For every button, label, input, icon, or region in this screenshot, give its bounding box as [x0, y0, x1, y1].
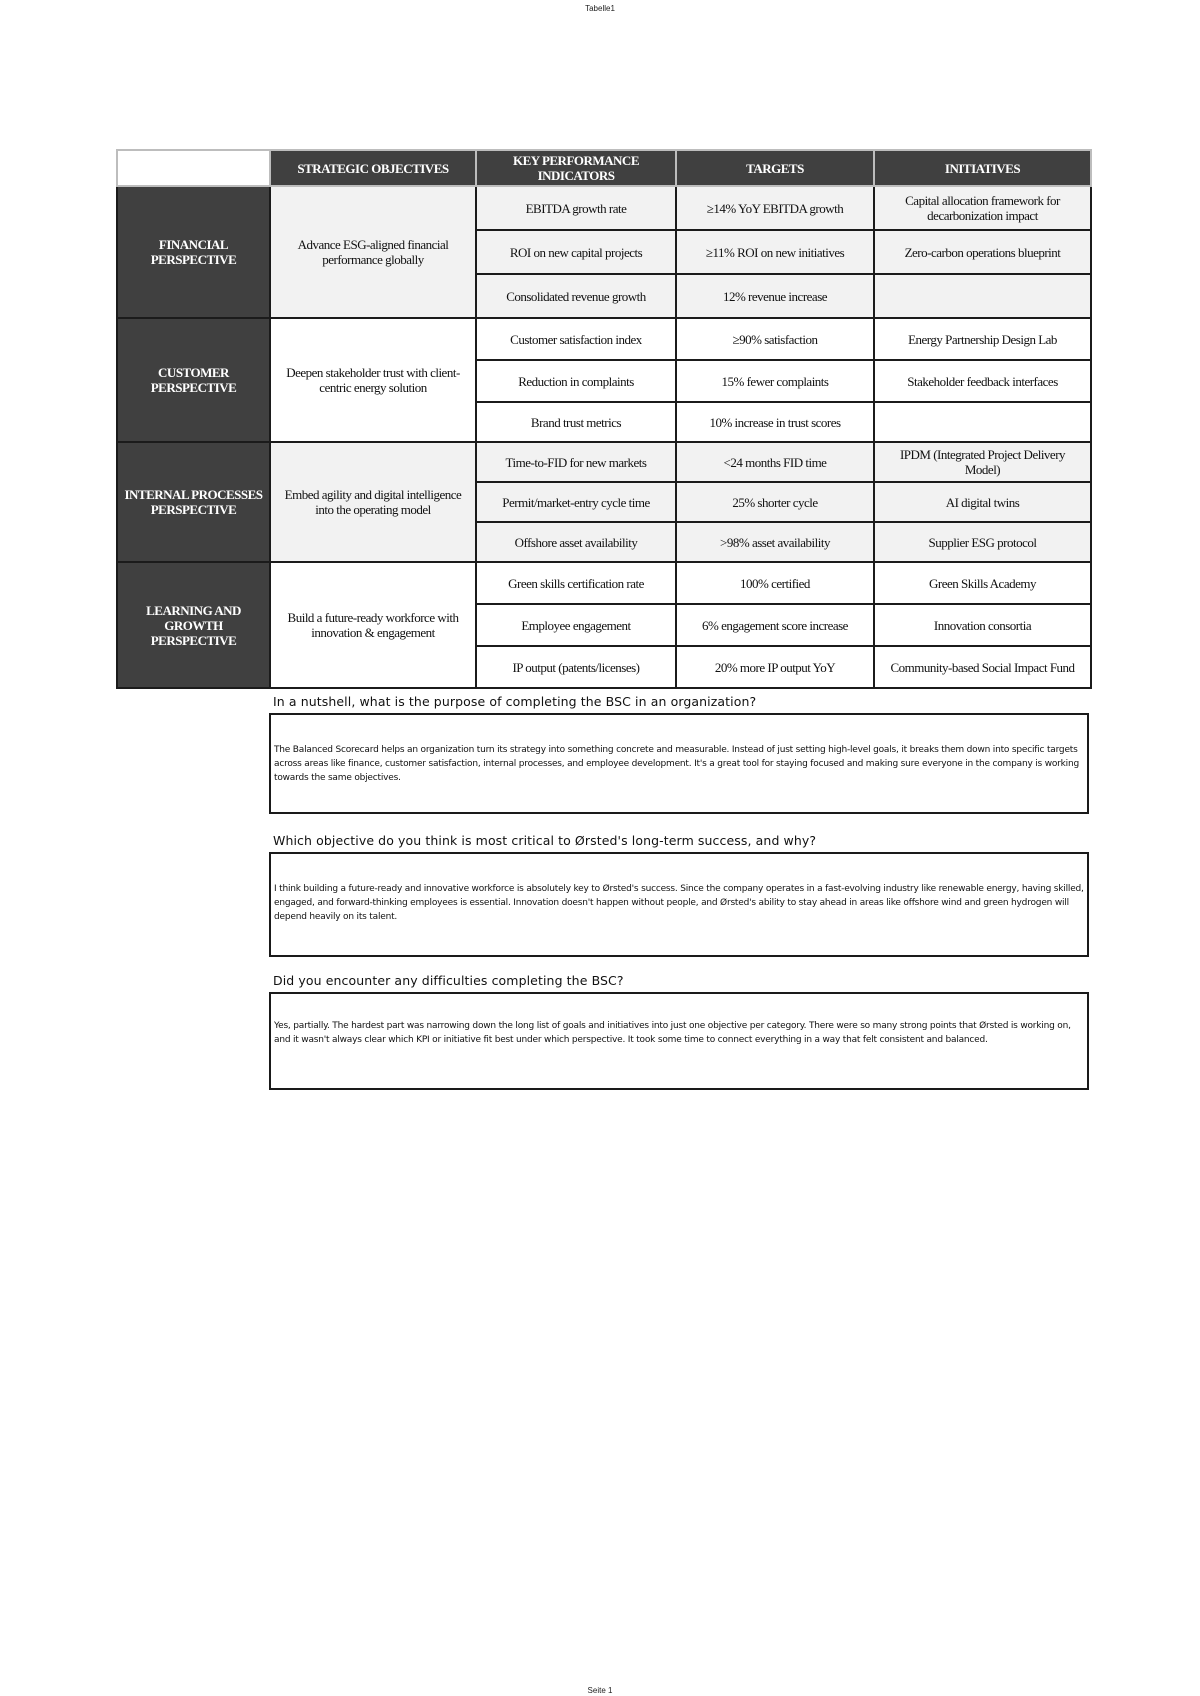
objective-customer: Deepen stakeholder trust with client-centric energy solution	[270, 318, 476, 442]
initiative-cell: Green Skills Academy	[874, 562, 1091, 604]
perspective-internal-processes: INTERNAL PROCESSES PERSPECTIVE	[117, 442, 270, 562]
kpi-cell: Green skills certification rate	[476, 562, 676, 604]
kpi-cell: Customer satisfaction index	[476, 318, 676, 360]
header-kpis: KEY PERFORMANCE INDICATORS	[476, 150, 676, 186]
target-cell: 6% engagement score increase	[676, 604, 874, 646]
target-cell: 15% fewer complaints	[676, 360, 874, 402]
kpi-cell: Employee engagement	[476, 604, 676, 646]
kpi-cell: ROI on new capital projects	[476, 230, 676, 274]
question-label: Which objective do you think is most critical to Ørsted's long-term success, and why?	[273, 833, 817, 848]
header-strategic-objectives: STRATEGIC OBJECTIVES	[270, 150, 476, 186]
kpi-cell: Reduction in complaints	[476, 360, 676, 402]
answer-box[interactable]: The Balanced Scorecard helps an organization turn its strategy into something concrete and measurable. Instead of just setting high-level goals, it breaks them down into specific targets across areas like finance, customer satisfaction, internal processes, and employee development. It's a great tool for staying focused and making sure everyone in the company is working towards the same objectives.	[269, 713, 1089, 814]
page-header: Tabelle1	[585, 4, 615, 13]
target-cell: >98% asset availability	[676, 522, 874, 562]
table-row	[117, 186, 1091, 230]
initiative-cell: Energy Partnership Design Lab	[874, 318, 1091, 360]
target-cell: 10% increase in trust scores	[676, 402, 874, 442]
initiative-cell	[874, 402, 1091, 442]
initiative-cell: Community-based Social Impact Fund	[874, 646, 1091, 688]
initiative-cell: Innovation consortia	[874, 604, 1091, 646]
balanced-scorecard-table	[116, 149, 1092, 689]
perspective-customer: CUSTOMER PERSPECTIVE	[117, 318, 270, 442]
table-row	[117, 562, 1091, 604]
kpi-cell: Brand trust metrics	[476, 402, 676, 442]
target-cell: 12% revenue increase	[676, 274, 874, 318]
qa-block-difficulties	[269, 973, 1089, 1090]
qa-block-purpose	[269, 694, 1089, 814]
target-cell: ≥90% satisfaction	[676, 318, 874, 360]
initiative-cell: Capital allocation framework for decarbonization impact	[874, 186, 1091, 230]
kpi-cell: EBITDA growth rate	[476, 186, 676, 230]
target-cell: <24 months FID time	[676, 442, 874, 482]
initiative-cell: Zero-carbon operations blueprint	[874, 230, 1091, 274]
initiative-cell: Stakeholder feedback interfaces	[874, 360, 1091, 402]
objective-internal-processes: Embed agility and digital intelligence into the operating model	[270, 442, 476, 562]
target-cell: 20% more IP output YoY	[676, 646, 874, 688]
initiative-cell: IPDM (Integrated Project Delivery Model)	[874, 442, 1091, 482]
header-corner-cell	[117, 150, 270, 186]
header-targets: TARGETS	[676, 150, 874, 186]
target-cell: 25% shorter cycle	[676, 482, 874, 522]
table-header-row	[117, 150, 1091, 186]
initiative-cell	[874, 274, 1091, 318]
header-initiatives: INITIATIVES	[874, 150, 1091, 186]
table-row	[117, 442, 1091, 482]
answer-box[interactable]: I think building a future-ready and innovative workforce is absolutely key to Ørsted's success. Since the company operates in a fast-evolving industry like renewable energy, having skilled, engaged, and forward-thinking employees is essential. Innovation doesn't happen without people, and Ørsted's ability to stay ahead in areas like offshore wind and green hydrogen will depend heavily on its talent.	[269, 852, 1089, 957]
table-row	[117, 318, 1091, 360]
objective-financial: Advance ESG-aligned financial performance globally	[270, 186, 476, 318]
kpi-cell: Offshore asset availability	[476, 522, 676, 562]
page-footer: Seite 1	[587, 1686, 613, 1695]
target-cell: ≥14% YoY EBITDA growth	[676, 186, 874, 230]
initiative-cell: AI digital twins	[874, 482, 1091, 522]
qa-block-critical-objective	[269, 833, 1089, 957]
target-cell: 100% certified	[676, 562, 874, 604]
target-cell: ≥11% ROI on new initiatives	[676, 230, 874, 274]
question-label: In a nutshell, what is the purpose of completing the BSC in an organization?	[273, 694, 757, 709]
perspective-financial: FINANCIAL PERSPECTIVE	[117, 186, 270, 318]
kpi-cell: IP output (patents/licenses)	[476, 646, 676, 688]
objective-learning-growth: Build a future-ready workforce with innovation & engagement	[270, 562, 476, 688]
answer-box[interactable]: Yes, partially. The hardest part was narrowing down the long list of goals and initiatives into just one objective per category. There were so many strong points that Ørsted is working on, and it wasn't always clear which KPI or initiative fit best under which perspective. It took some time to connect everything in a way that felt consistent and balanced.	[269, 992, 1089, 1090]
perspective-learning-growth: LEARNING AND GROWTH PERSPECTIVE	[117, 562, 270, 688]
kpi-cell: Time-to-FID for new markets	[476, 442, 676, 482]
kpi-cell: Permit/market-entry cycle time	[476, 482, 676, 522]
question-label: Did you encounter any difficulties completing the BSC?	[273, 973, 624, 988]
kpi-cell: Consolidated revenue growth	[476, 274, 676, 318]
initiative-cell: Supplier ESG protocol	[874, 522, 1091, 562]
